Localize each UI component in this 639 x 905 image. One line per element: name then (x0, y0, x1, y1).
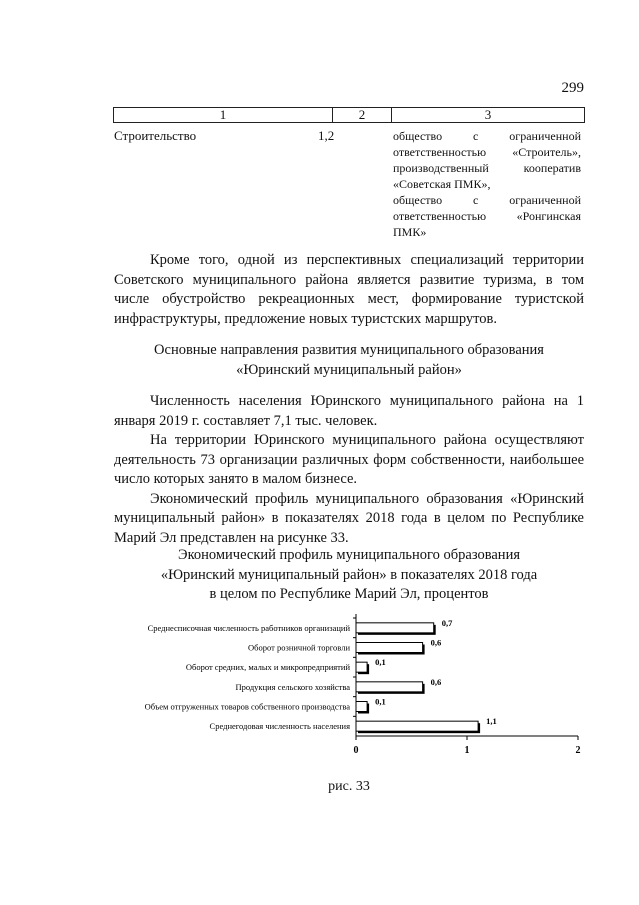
category-label: Оборот розничной торговли (248, 642, 350, 653)
category-label: Оборот средних, малых и микропредприятий (185, 662, 350, 673)
table-header-col-2: 2 (333, 108, 392, 123)
description-line: ПМК» (393, 225, 427, 239)
category-label: Продукция сельского хозяйства (235, 681, 350, 692)
chart-title-line-2: «Юринский муниципальный район» в показателях 2018 года (160, 566, 538, 583)
description-line: ответственностью «Строитель», (393, 145, 581, 159)
x-tick-label: 2 (575, 745, 581, 756)
chart-title-line-3: в целом по Республике Марий Эл, процентов (209, 586, 489, 602)
data-label: 0,6 (430, 676, 442, 687)
category-label: Среднесписочная численность работников организаций (147, 622, 350, 633)
bar (356, 682, 423, 692)
description-line: общество с ограниченной (393, 193, 581, 207)
x-tick-label: 1 (464, 745, 470, 756)
table-cell-name: Строительство (114, 128, 197, 143)
bar (356, 721, 478, 731)
table-header-col-3: 3 (392, 108, 585, 123)
x-tick-label: 0 (353, 745, 359, 756)
paragraph-text: Кроме того, одной из перспективных специализаций территории Советского муниципального района является развитие туризма, в том числе обустройство рекреационных мест, формирование туристской инфраструктуры, предложение новых туристских маршрутов. (114, 252, 584, 327)
figure-caption: рис. 33 (328, 779, 370, 794)
bar (356, 662, 367, 672)
data-label: 0,6 (430, 637, 442, 648)
description-line: производственный кооператив (393, 161, 581, 175)
description-line: общество с ограниченной (393, 129, 581, 143)
table-cell-value: 1,2 (318, 128, 335, 143)
category-label: Среднегодовая численность населения (209, 721, 350, 732)
data-label: 0,1 (375, 657, 386, 668)
data-label: 0,7 (441, 617, 453, 628)
section-heading-line-1: Основные направления развития муниципального образования (154, 342, 544, 358)
bar (356, 643, 423, 653)
paragraph-population: Численность населения Юринского муниципального района на 1 января 2019 г. составляет 7,1 тыс. человек. (114, 393, 584, 429)
page-number: 299 (561, 80, 584, 96)
table-header-col-1: 1 (114, 108, 333, 123)
paragraph-profile: Экономический профиль муниципального образования «Юринский муниципальный район» в показателях 2018 года в целом по Республике Марий Эл представлен на рисунке 33. (114, 490, 584, 546)
data-label: 1,1 (486, 716, 497, 727)
description-line: «Советская ПМК», (393, 177, 491, 191)
data-label: 0,1 (375, 696, 386, 707)
section-heading-line-2: «Юринский муниципальный район» (236, 361, 462, 378)
description-line: ответственностью «Ронгинская (393, 209, 581, 223)
bar (356, 702, 367, 712)
category-label: Объем отгруженных товаров собственного производства (144, 701, 350, 712)
paragraph-organizations: На территории Юринского муниципального района осуществляют деятельность 73 организации различных форм собственности, наибольшее число которых занято в малом бизнесе. (114, 432, 584, 487)
bar (356, 623, 434, 633)
chart-title-line-1: Экономический профиль муниципального образования (178, 547, 520, 563)
